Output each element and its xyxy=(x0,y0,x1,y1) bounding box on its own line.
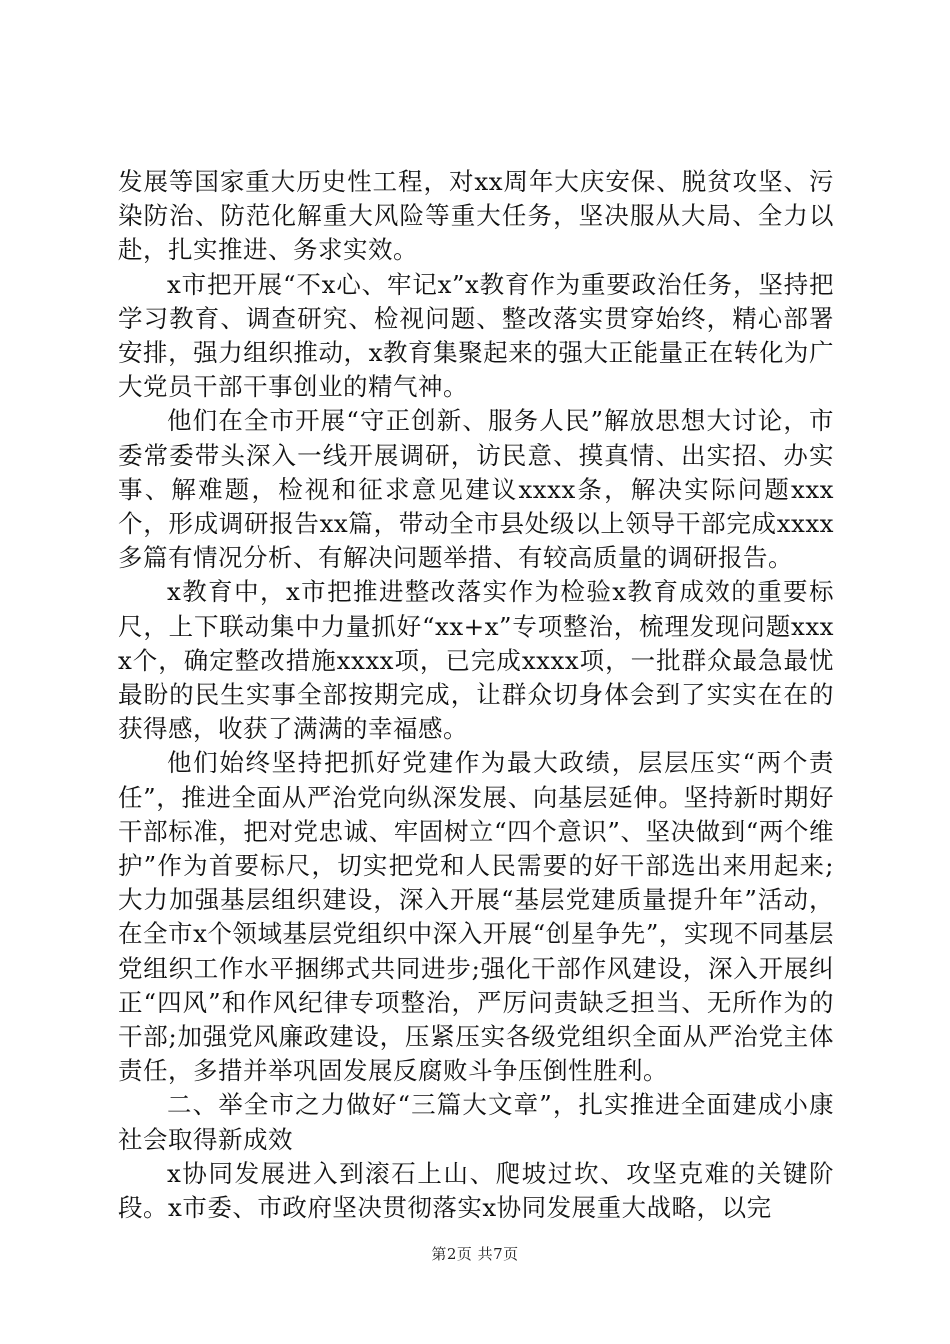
paragraph-party-building: 他们始终坚持把抓好党建作为最大政绩，层层压实“两个责任”，推进全面从严治党向纵深发展、向基层延伸。坚持新时期好干部标准，把对党忠诚、牢固树立“四个意识”、坚决做到“两个维护”作为首要标尺，切实把党和人民需要的好干部选出来用起来;大力加强基层组织建设，深入开展“基层党建质量提升年”活动，在全市x个领域基层党组织中深入开展“创星争先”，实现不同基层党组织工作水平捆绑式共同进步;强化干部作风建设，深入开展纠正“四风”和作风纪律专项整治，严厉问责缺乏担当、无所作为的干部;加强党风廉政建设，压紧压实各级党组织全面从严治党主体责任，多措并举巩固发展反腐败斗争压倒性胜利。 xyxy=(118,748,834,1086)
paragraph-continuation: 发展等国家重大历史性工程，对xx周年大庆安保、脱贫攻坚、污染防治、防范化解重大风险等重大任务，坚决服从大局、全力以赴，扎实推进、务求实效。 xyxy=(118,167,834,265)
page-footer: 第2页 共7页 xyxy=(431,1245,519,1263)
paragraph-discussion: 他们在全市开展“守正创新、服务人民”解放思想大讨论，市委常委带头深入一线开展调研，访民意、摸真情、出实招、办实事、解难题，检视和征求意见建议xxxx条，解决实际问题xxx个，形成调研报告xx篇，带动全市县处级以上领导干部完成xxxx多篇有情况分析、有解决问题举措、有较高质量的调研报告。 xyxy=(118,406,834,573)
section-heading: 二、举全市之力做好“三篇大文章”，扎实推进全面建成小康社会取得新成效 xyxy=(118,1090,834,1154)
paragraph-rectification: x教育中，x市把推进整改落实作为检验x教育成效的重要标尺，上下联动集中力量抓好“xx+x”专项整治，梳理发现问题xxxx个，确定整改措施xxxx项，已完成xxxx项，一批群众最急最忧最盼的民生实事全部按期完成，让群众切身体会到了实实在在的获得感，收获了满满的幸福感。 xyxy=(118,577,834,744)
paragraph-education-task: x市把开展“不x心、牢记x”x教育作为重要政治任务，坚持把学习教育、调查研究、检视问题、整改落实贯穿始终，精心部署安排，强力组织推动，x教育集聚起来的强大正能量正在转化为广大党员干部干事创业的精气神。 xyxy=(118,269,834,402)
paragraph-coordinated-development: x协同发展进入到滚石上山、爬坡过坎、攻坚克难的关键阶段。x市委、市政府坚决贯彻落实x协同发展重大战略，以完 xyxy=(118,1158,834,1223)
document-body xyxy=(118,165,834,1225)
